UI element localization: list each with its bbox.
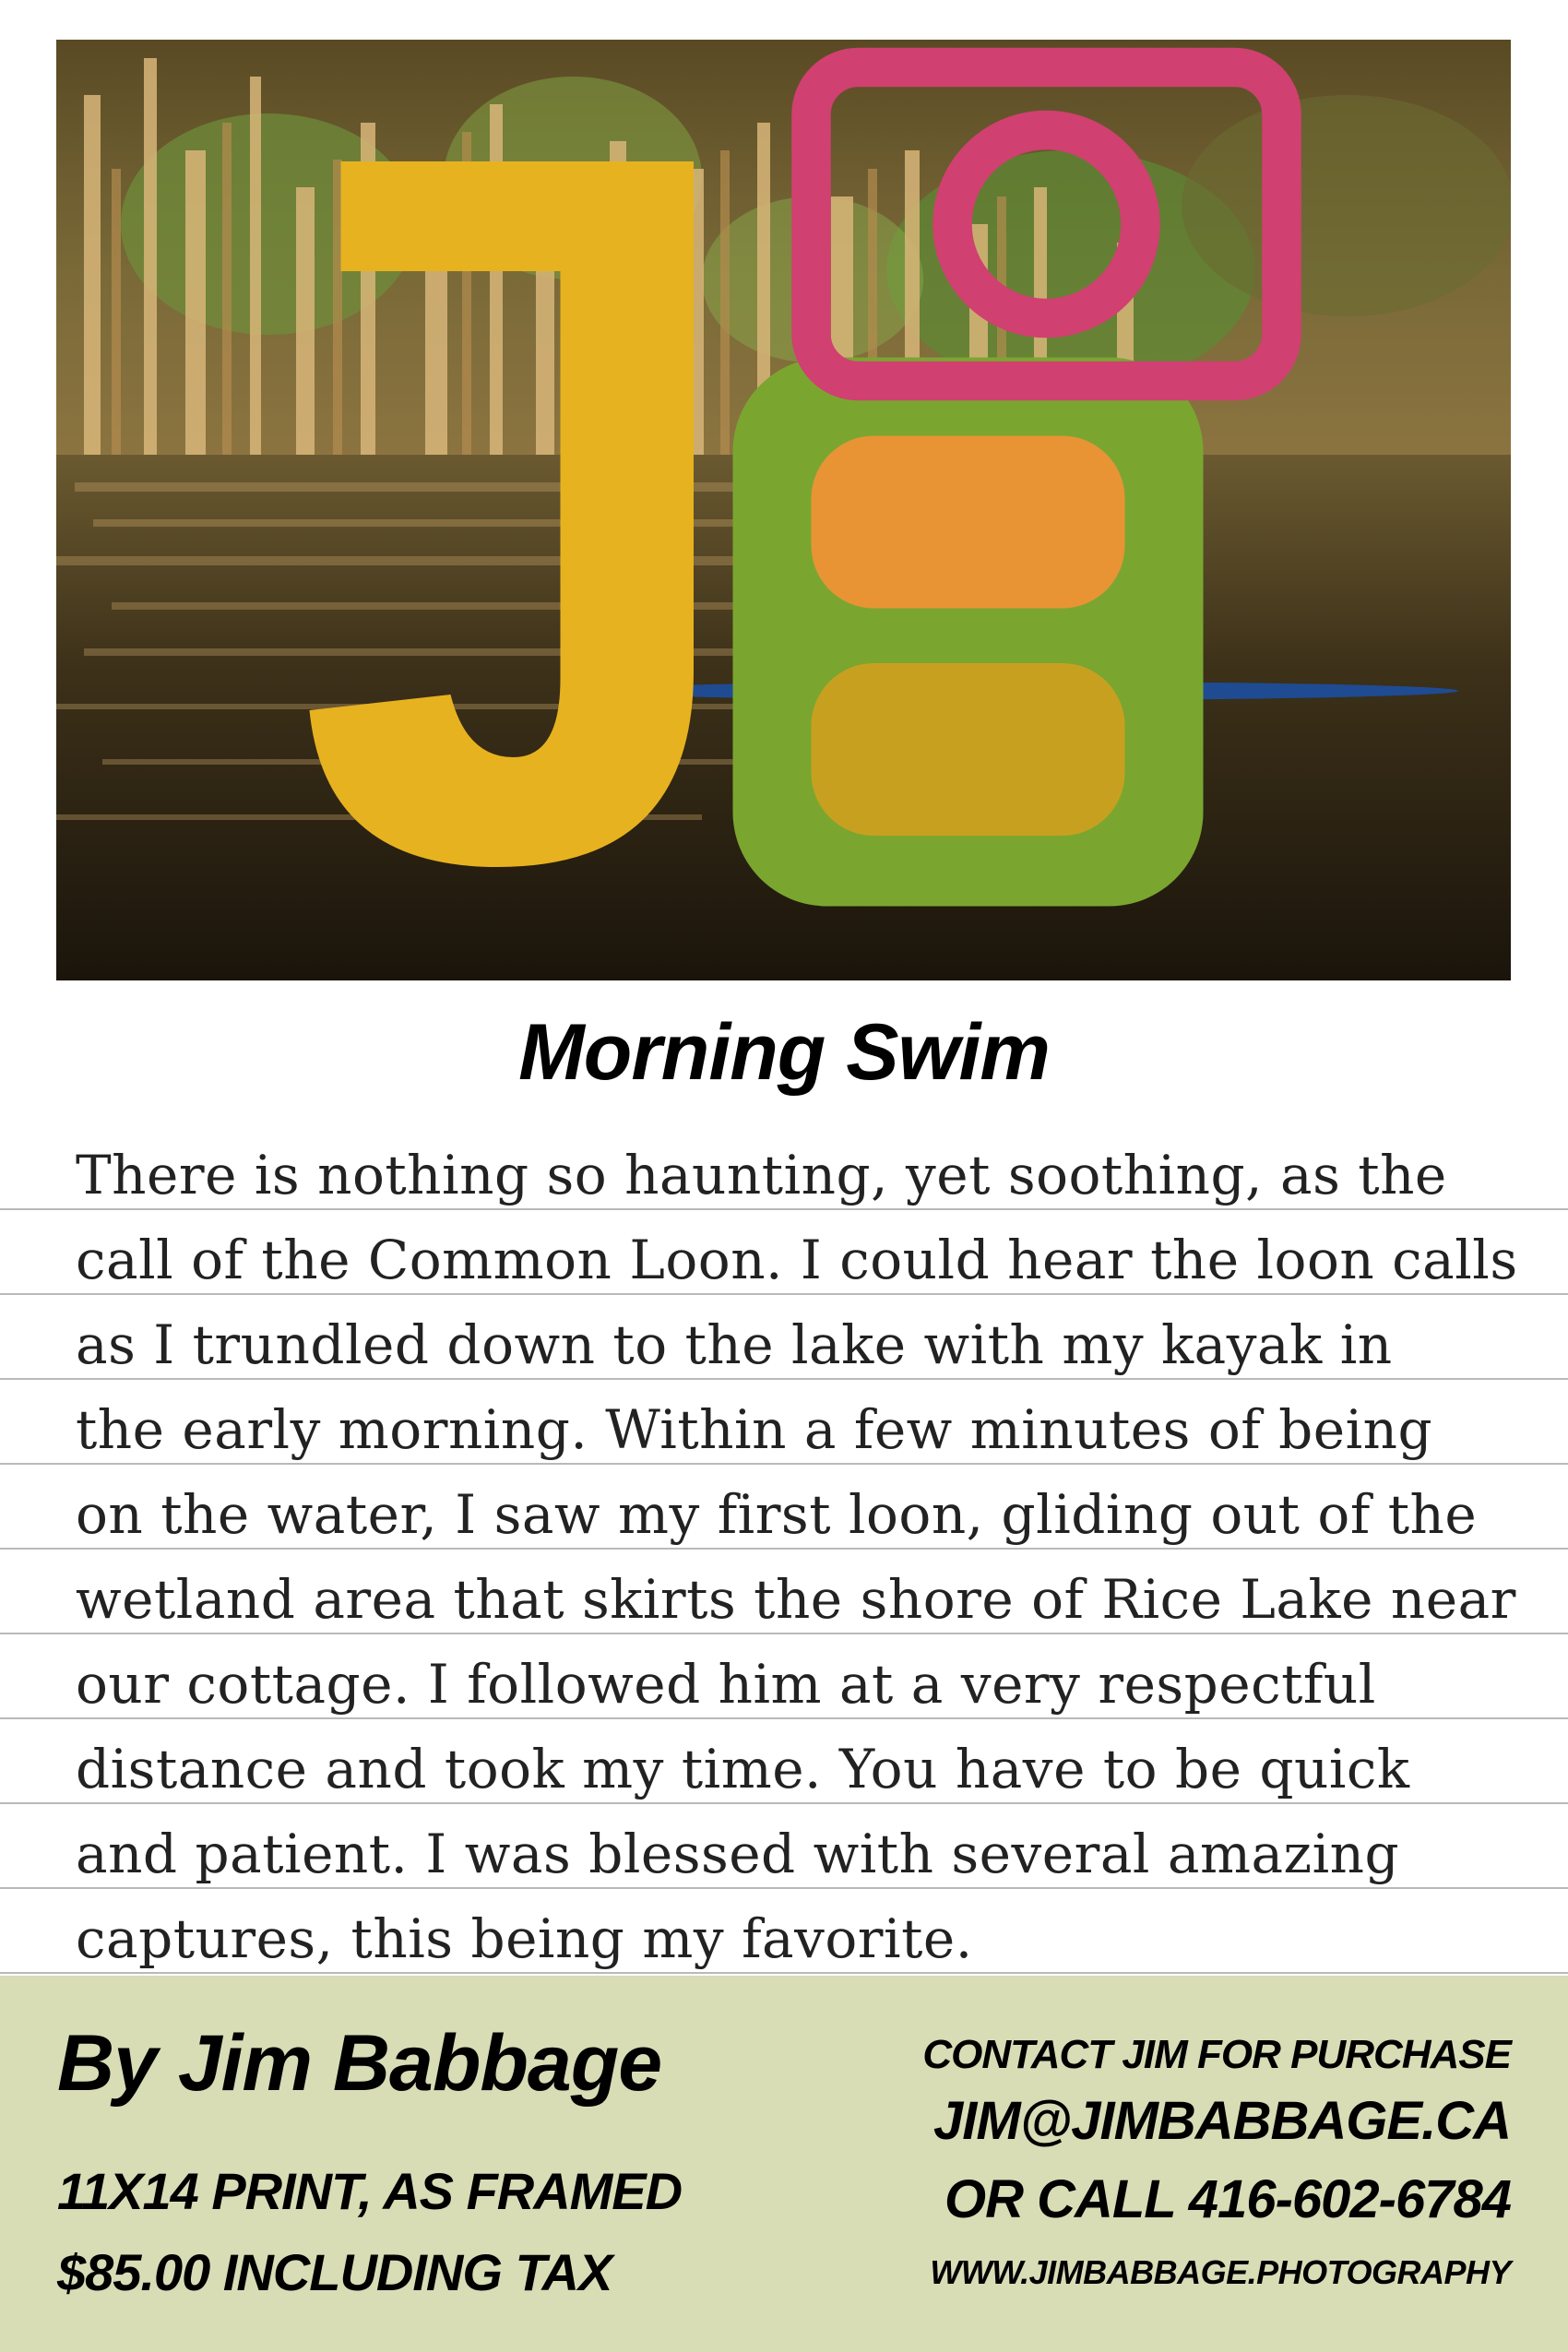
story-line-text: wetland area that skirts the shore of Rice Lake near: [76, 1568, 1516, 1631]
story-line: [0, 1719, 1568, 1804]
print-price: $85.00 INCLUDING TAX: [57, 2243, 612, 2301]
print-info: [57, 2151, 682, 2313]
loon-photo: [56, 40, 1511, 980]
story-line: [0, 1550, 1568, 1634]
contact-heading: CONTACT JIM FOR PURCHASE: [922, 2032, 1511, 2077]
artwork-title: Morning Swim: [518, 1008, 1050, 1097]
story-line-text: the early morning. Within a few minutes of being: [76, 1398, 1433, 1461]
story-line: [0, 1634, 1568, 1719]
jb-camera-logo-icon: [84, 40, 1511, 945]
artist-byline: By Jim Babbage: [57, 2019, 662, 2108]
contact-email[interactable]: JIM@JIMBABBAGE.CA: [932, 2091, 1511, 2151]
story-line-text: distance and took my time. You have to be quick: [76, 1738, 1410, 1800]
website-link[interactable]: WWW.JIMBABBAGE.PHOTOGRAPHY: [930, 2253, 1511, 2291]
story-line-text: call of the Common Loon. I could hear the loon calls: [76, 1229, 1518, 1291]
story-line-text: There is nothing so haunting, yet soothing, as the: [76, 1144, 1447, 1206]
contact-phone[interactable]: OR CALL 416-602-6784: [944, 2169, 1511, 2229]
story-text: [0, 1125, 1568, 1974]
story-line: [0, 1380, 1568, 1465]
story-line-text: as I trundled down to the lake with my kayak in: [76, 1313, 1393, 1376]
story-line: [0, 1125, 1568, 1210]
story-line-text: our cottage. I followed him at a very respectful: [76, 1653, 1376, 1716]
story-line: [0, 1465, 1568, 1550]
story-line: [0, 1889, 1568, 1974]
story-line: [0, 1210, 1568, 1295]
story-line-text: and patient. I was blessed with several amazing: [76, 1823, 1400, 1885]
purchase-footer: [0, 1976, 1568, 2352]
story-line: [0, 1804, 1568, 1889]
print-size: 11X14 PRINT, AS FRAMED: [57, 2162, 683, 2220]
contact-info: [922, 2027, 1511, 2306]
story-line: [0, 1295, 1568, 1380]
story-line-text: on the water, I saw my first loon, gliding out of the: [76, 1483, 1478, 1546]
story-line-text: captures, this being my favorite.: [76, 1907, 973, 1970]
